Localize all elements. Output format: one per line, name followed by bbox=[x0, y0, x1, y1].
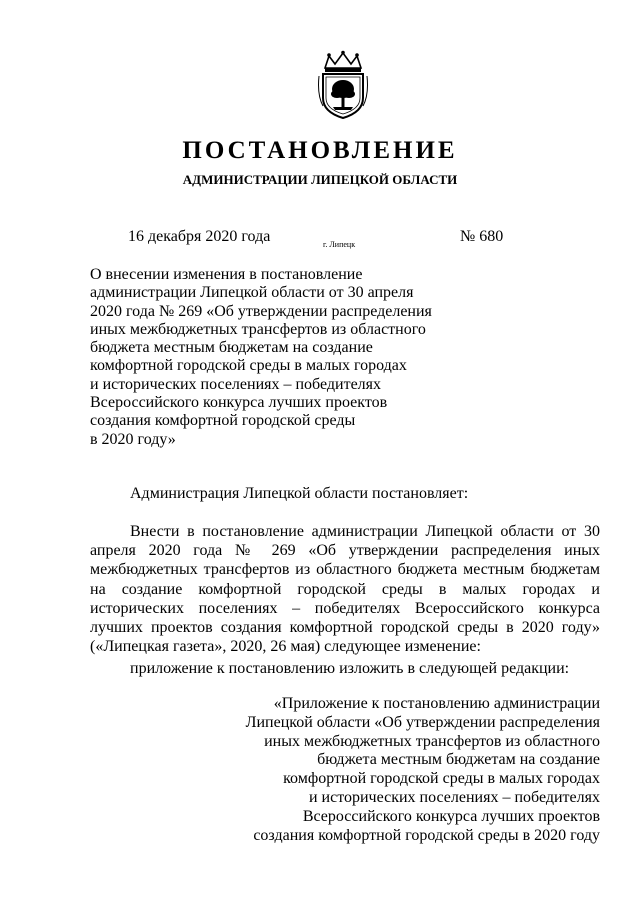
document-subtitle: АДМИНИСТРАЦИИ ЛИПЕЦКОЙ ОБЛАСТИ bbox=[182, 172, 458, 187]
subject-line: и исторических поселениях – победителях bbox=[90, 375, 382, 393]
subject-line: Всероссийского конкурса лучших проектов bbox=[90, 394, 388, 412]
coat-of-arms-icon bbox=[317, 50, 369, 120]
subject-line: бюджета местным бюджетам на создание bbox=[90, 339, 373, 357]
subject-line: создания комфортной городской среды bbox=[90, 412, 356, 430]
subject-line: комфортной городской среды в малых городах bbox=[90, 357, 407, 375]
body-paragraph: Внести в постановление администрации Липецкой области от 30 апреля 2020 года № 269 «Об утверждении распределения иных межбюджетных трансфертов из областного бюджета местным бюджетам на создание комфортной городской среды в малых городах и исторических поселениях – победителях Всероссийского конкурса лучших проектов создания комфортной городской среды в 2020 году» («Липецкая газета», 2020, 26 мая) следующее изменение: bbox=[90, 523, 600, 656]
document-subject bbox=[90, 266, 430, 449]
document-number: № 680 bbox=[460, 228, 504, 245]
document-city: г. Липецк bbox=[323, 240, 356, 249]
subject-line: иных межбюджетных трансфертов из областного bbox=[90, 320, 426, 338]
appendix-line: создания комфортной городской среды в 2020 году bbox=[253, 826, 600, 844]
appendix-line: и исторических поселениях – победителях bbox=[308, 788, 600, 806]
subject-line: в 2020 году» bbox=[90, 430, 176, 448]
instruction-text: приложение к постановлению изложить в следующей редакции: bbox=[130, 660, 570, 677]
appendix-heading bbox=[220, 695, 600, 845]
appendix-line: Всероссийского конкурса лучших проектов bbox=[302, 807, 600, 825]
preamble-text: Администрация Липецкой области постановляет: bbox=[130, 485, 469, 502]
appendix-line: бюджета местным бюджетам на создание bbox=[317, 751, 600, 769]
subject-line: 2020 года № 269 «Об утверждении распределения bbox=[90, 302, 432, 320]
subject-line: О внесении изменения в постановление bbox=[90, 266, 363, 283]
appendix-line: Липецкой области «Об утверждении распределения bbox=[245, 713, 600, 731]
appendix-line: «Приложение к постановлению администрации bbox=[273, 695, 600, 712]
document-title: ПОСТАНОВЛЕНИЕ bbox=[182, 137, 458, 164]
document-date: 16 декабря 2020 года bbox=[128, 228, 271, 245]
subject-line: администрации Липецкой области от 30 апреля bbox=[90, 284, 414, 302]
appendix-line: иных межбюджетных трансфертов из областного bbox=[264, 732, 600, 750]
appendix-line: комфортной городской среды в малых городах bbox=[283, 770, 600, 788]
